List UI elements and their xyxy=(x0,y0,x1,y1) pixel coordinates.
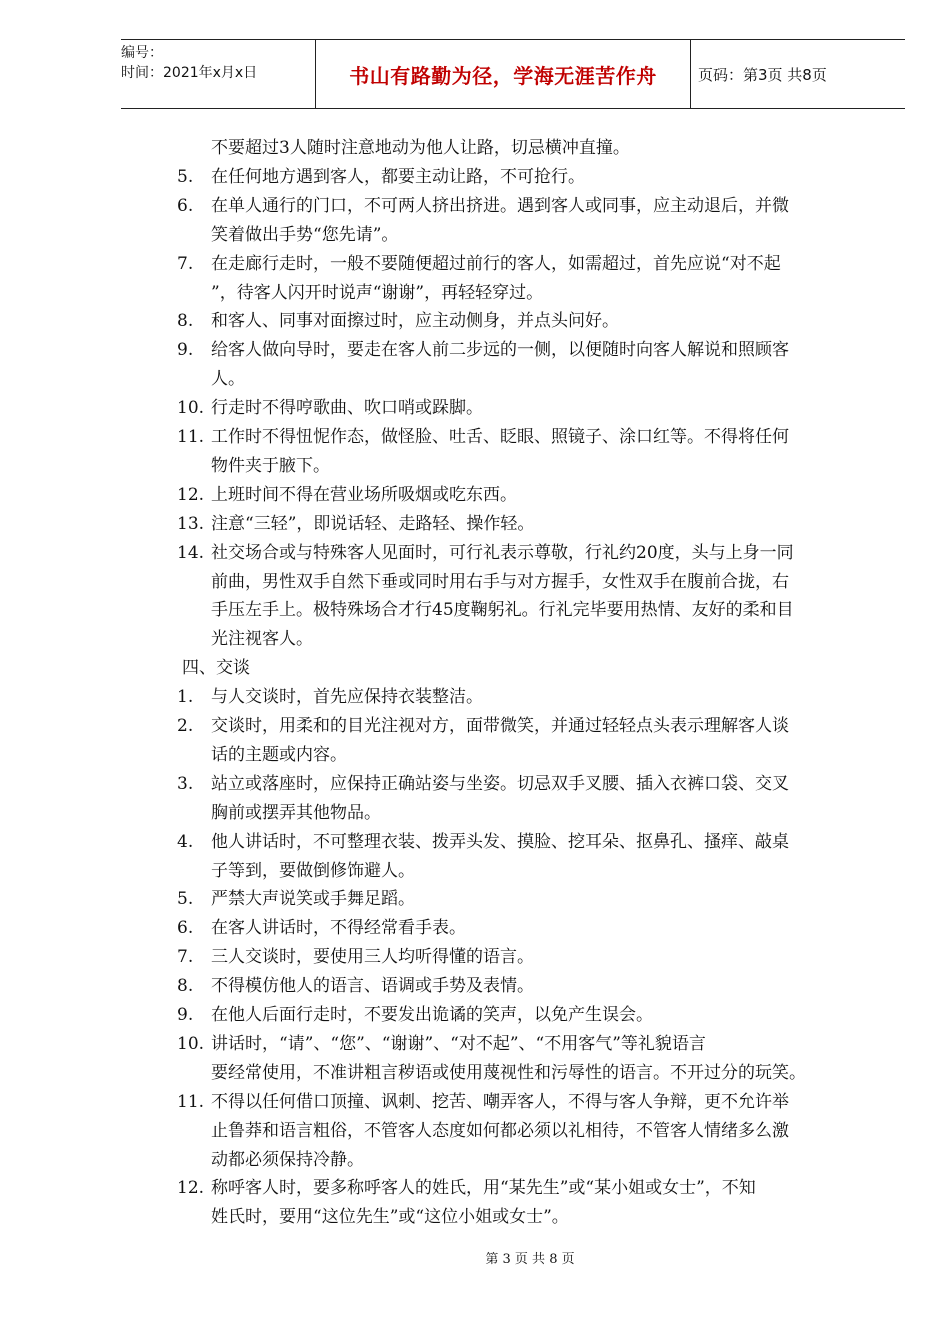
list-line xyxy=(0,683,950,711)
header-page-info: 页码：第3页 共8页 xyxy=(698,65,827,84)
item-number: 5. xyxy=(177,889,194,910)
list-line xyxy=(0,481,950,509)
item-number: 5. xyxy=(177,166,194,187)
list-line xyxy=(0,914,950,942)
item-number: 9. xyxy=(177,340,194,361)
list-line xyxy=(0,712,950,740)
list-line xyxy=(0,279,950,307)
list-line xyxy=(0,336,950,364)
list-line xyxy=(0,799,950,827)
item-number: 8. xyxy=(177,976,194,997)
item-text: 在走廊行走时，一般不要随便超过前行的客人，如需超过，首先应说“对不起 xyxy=(211,253,781,274)
item-text: 要经常使用，不准讲粗言秽语或使用蔑视性和污辱性的语言。不开过分的玩笑。 xyxy=(211,1062,806,1083)
item-number: 13. xyxy=(177,513,205,534)
list-line xyxy=(0,539,950,567)
list-line xyxy=(0,134,950,162)
item-number: 10. xyxy=(177,398,205,419)
list-line xyxy=(0,568,950,596)
item-text: ”，待客人闪开时说声“谢谢”，再轻轻穿过。 xyxy=(211,282,544,303)
item-text: 他人讲话时，不可整理衣装、拨弄头发、摸脸、挖耳朵、抠鼻孔、搔痒、敲桌 xyxy=(211,831,789,852)
list-line xyxy=(0,1146,950,1174)
header-motto: 书山有路勤为径，学海无涯苦作舟 xyxy=(315,40,691,108)
item-text: 物件夹于腋下。 xyxy=(211,455,330,476)
list-line xyxy=(0,828,950,856)
item-number: 9. xyxy=(177,1005,194,1025)
list-line xyxy=(0,1001,950,1029)
list-line xyxy=(0,394,950,422)
list-line xyxy=(0,770,950,798)
item-text: 与人交谈时，首先应保持衣装整洁。 xyxy=(211,687,483,708)
item-text: 姓氏时，要用“这位先生”或“这位小姐或女士”。 xyxy=(211,1207,569,1228)
item-text: 工作时不得忸怩作态，做怪脸、吐舌、眨眼、照镜子、涂口红等。不得将任何 xyxy=(211,427,789,447)
list-line xyxy=(0,1203,950,1231)
item-text: 社交场合或与特殊客人见面时，可行礼表示尊敬，行礼约20度，头与上身一同 xyxy=(211,542,794,563)
item-text: 不要超过3人随时注意地动为他人让路，切忌横冲直撞。 xyxy=(211,138,630,158)
list-line xyxy=(0,452,950,480)
item-number: 14. xyxy=(177,542,205,563)
list-line xyxy=(0,972,950,1000)
item-text: 严禁大声说笑或手舞足蹈。 xyxy=(211,889,415,910)
item-number: 12. xyxy=(177,484,205,505)
item-number: 2. xyxy=(177,716,194,736)
list-line xyxy=(0,1088,950,1116)
list-line xyxy=(0,885,950,913)
item-number: 7. xyxy=(177,253,194,274)
item-text: 胸前或摆弄其他物品。 xyxy=(211,802,381,823)
list-line xyxy=(0,423,950,451)
item-text: 在任何地方遇到客人，都要主动让路，不可抢行。 xyxy=(211,166,585,187)
list-line xyxy=(0,741,950,769)
item-text: 不得以任何借口顶撞、讽刺、挖苦、嘲弄客人，不得与客人争辩，更不允许举 xyxy=(211,1091,789,1112)
item-number: 8. xyxy=(177,311,194,332)
item-number: 11. xyxy=(177,1091,205,1112)
item-number: 4. xyxy=(177,831,194,852)
list-line xyxy=(0,307,950,335)
item-number: 12. xyxy=(177,1178,205,1199)
item-text: 在客人讲话时，不得经常看手表。 xyxy=(211,918,466,939)
item-number: 10. xyxy=(177,1033,205,1054)
item-number: 6. xyxy=(177,195,194,216)
item-text: 交谈时，用柔和的目光注视对方，面带微笑，并通过轻轻点头表示理解客人谈 xyxy=(211,716,789,736)
list-line xyxy=(0,250,950,278)
list-line xyxy=(0,943,950,971)
document-header xyxy=(121,39,905,109)
item-text: 给客人做向导时，要走在客人前二步远的一侧，以便随时向客人解说和照顾客 xyxy=(211,340,789,361)
list-line xyxy=(0,221,950,249)
item-text: 不得模仿他人的语言、语调或手势及表情。 xyxy=(211,976,534,997)
list-line xyxy=(0,510,950,538)
item-text: 和客人、同事对面擦过时，应主动侧身，并点头问好。 xyxy=(211,311,619,332)
list-line xyxy=(0,625,950,653)
item-text: 讲话时，“请”、“您”、“谢谢”、“对不起”、“不用客气”等礼貌语言 xyxy=(211,1033,706,1054)
item-text: 子等到，要做倒修饰避人。 xyxy=(211,860,415,881)
item-text: 手压左手上。极特殊场合才行45度鞠躬礼。行礼完毕要用热情、友好的柔和目 xyxy=(211,600,794,621)
item-text: 注意“三轻”，即说话轻、走路轻、操作轻。 xyxy=(211,513,535,534)
item-text: 光注视客人。 xyxy=(211,629,313,650)
page-footer: 第 3 页 共 8 页 xyxy=(485,1252,575,1267)
item-number: 6. xyxy=(177,918,194,939)
item-text: 止鲁莽和语言粗俗，不管客人态度如何都必须以礼相待，不管客人情绪多么激 xyxy=(211,1120,789,1141)
time-label: 时间：2021年x月x日 xyxy=(121,65,258,81)
list-line xyxy=(0,163,950,191)
list-line xyxy=(0,365,950,393)
header-meta xyxy=(121,40,315,111)
item-number: 3. xyxy=(177,773,194,794)
number-label: 编号： xyxy=(121,45,163,61)
item-text: 话的主题或内容。 xyxy=(211,744,347,765)
item-text: 上班时间不得在营业场所吸烟或吃东西。 xyxy=(211,484,517,505)
item-number: 11. xyxy=(177,427,205,447)
item-number: 7. xyxy=(177,947,194,968)
list-line xyxy=(0,192,950,220)
item-text: 前曲，男性双手自然下垂或同时用右手与对方握手，女性双手在腹前合拢，右 xyxy=(211,571,789,592)
list-line xyxy=(0,857,950,885)
list-line xyxy=(0,1030,950,1058)
item-text: 站立或落座时，应保持正确站姿与坐姿。切忌双手叉腰、插入衣裤口袋、交叉 xyxy=(211,773,789,794)
list-line xyxy=(0,1117,950,1145)
item-text: 称呼客人时，要多称呼客人的姓氏，用“某先生”或“某小姐或女士”，不知 xyxy=(211,1178,756,1199)
list-line xyxy=(0,596,950,624)
item-text: 行走时不得哼歌曲、吹口哨或跺脚。 xyxy=(211,398,483,419)
list-line xyxy=(0,1059,950,1087)
item-text: 动都必须保持冷静。 xyxy=(211,1149,364,1170)
item-text: 三人交谈时，要使用三人均听得懂的语言。 xyxy=(211,947,534,968)
item-text: 在单人通行的门口，不可两人挤出挤进。遇到客人或同事，应主动退后，并微 xyxy=(211,195,789,216)
item-text: 人。 xyxy=(211,369,245,390)
item-text: 在他人后面行走时，不要发出诡谲的笑声，以免产生误会。 xyxy=(211,1005,653,1025)
item-number: 1. xyxy=(177,687,194,708)
section-heading xyxy=(0,654,950,682)
list-line xyxy=(0,1174,950,1202)
item-text: 笑着做出手势“您先请”。 xyxy=(211,224,399,245)
section-title: 四、交谈 xyxy=(182,658,250,679)
